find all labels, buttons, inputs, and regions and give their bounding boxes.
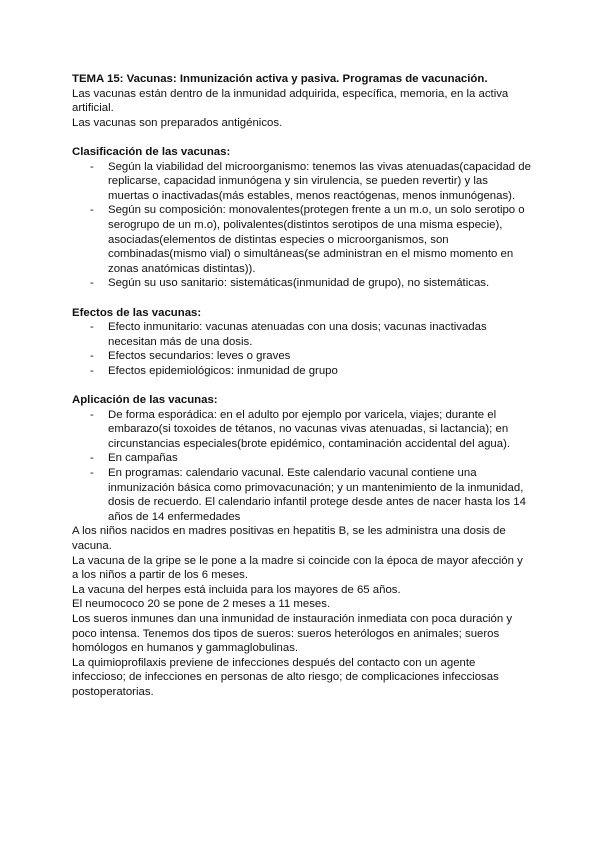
- document-title: TEMA 15: Vacunas: Inmunización activa y pasiva. Programas de vacunación.: [72, 73, 488, 85]
- list-item-text: Según la viabilidad del microorganismo: tenemos las vivas atenuadas(capacidad de replicarse, capacidad inmunógena y sin virulencia, se pueden revertir) y las muertas o inactivadas(más estables, menos reactógenas, menos inmunógenas).: [108, 160, 531, 202]
- bullet-dash: -: [90, 350, 94, 363]
- spacer: [72, 378, 532, 393]
- list-item-text: Efectos epidemiológicos: inmunidad de grupo: [108, 364, 338, 377]
- bullet-dash: -: [90, 321, 94, 334]
- list-item: [72, 160, 532, 204]
- list-item-text: Según su composición: monovalentes(protegen frente a un m.o, un solo serotipo o serogrupo de un m.o), polivalentes(distintos serotipos de una misma especie), asociadas(elementos de distintas especies o microorganismos, son combinadas(mismo vial) o simultáneas(se administran en el mismo momento en zonas anatómicas distintas)).: [108, 204, 525, 275]
- closing-paragraph: A los niños nacidos en madres positivas en hepatitis B, se les administra una dosis de vacuna.: [72, 525, 506, 552]
- list-item-text: De forma esporádica: en el adulto por ejemplo por varicela, viajes; durante el embarazo(si toxoides de tétanos, no vacunas vivas atenuadas, si lactancia); en circunstancias especiales(brote epidémico, contaminación accidental del agua).: [108, 408, 511, 450]
- bullet-dash: -: [90, 452, 94, 465]
- list-item: [72, 276, 532, 291]
- list-item-text: Efectos secundarios: leves o graves: [108, 350, 291, 363]
- section-heading: Aplicación de las vacunas:: [72, 394, 218, 407]
- closing-paragraph: El neumococo 20 se pone de 2 meses a 11 meses.: [72, 598, 331, 611]
- bullet-dash: -: [90, 364, 94, 377]
- bullet-list: [72, 320, 532, 378]
- list-item: [72, 320, 532, 349]
- list-item: [72, 451, 532, 466]
- closing-paragraph: La quimioprofilaxis previene de infecciones después del contacto con un agente infeccioso; de infecciones en personas de alto riesgo; de complicaciones infecciosas postoperatorias.: [72, 656, 499, 698]
- list-item-text: En programas: calendario vacunal. Este calendario vacunal contiene una inmunización básica como primovacunación; y un mantenimiento de la inmunidad, dosis de recuerdo. El calendario infantil protege desde antes de nacer hasta los 14 años de 14 enfermedades: [108, 467, 526, 523]
- list-item: [72, 466, 532, 524]
- list-item: [72, 203, 532, 276]
- document-body: [72, 72, 532, 700]
- list-item: [72, 364, 532, 379]
- section-heading: Clasificación de las vacunas:: [72, 145, 231, 158]
- list-item-text: Efecto inmunitario: vacunas atenuadas con una dosis; vacunas inactivadas necesitan más de una dosis.: [108, 321, 487, 348]
- intro-paragraph: Las vacunas están dentro de la inmunidad adquirida, específica, memoria, en la activa artificial.: [72, 87, 509, 115]
- section-heading: Efectos de las vacunas:: [72, 306, 202, 319]
- bullet-dash: -: [90, 277, 94, 290]
- list-item: [72, 349, 532, 364]
- bullet-dash: -: [90, 467, 94, 480]
- bullet-list: [72, 408, 532, 525]
- list-item: [72, 408, 532, 452]
- bullet-dash: -: [90, 160, 94, 173]
- bullet-dash: -: [90, 408, 94, 421]
- spacer: [72, 130, 532, 145]
- closing-paragraph: La vacuna de la gripe se le pone a la madre si coincide con la época de mayor afección y a los niños a partir de los 6 meses.: [72, 554, 523, 582]
- spacer: [72, 291, 532, 306]
- intro-paragraph: Las vacunas son preparados antigénicos.: [72, 116, 283, 129]
- list-item-text: En campañas: [108, 452, 178, 465]
- list-item-text: Según su uso sanitario: sistemáticas(inmunidad de grupo), no sistemáticas.: [108, 277, 490, 290]
- bullet-dash: -: [90, 204, 94, 217]
- closing-paragraph: La vacuna del herpes está incluida para los mayores de 65 años.: [72, 583, 401, 596]
- closing-paragraph: Los sueros inmunes dan una inmunidad de instauración inmediata con poca duración y poco intensa. Tenemos dos tipos de sueros: sueros heterólogos en animales; sueros homólogos en humanos y gammaglobulinas.: [72, 612, 513, 655]
- bullet-list: [72, 160, 532, 291]
